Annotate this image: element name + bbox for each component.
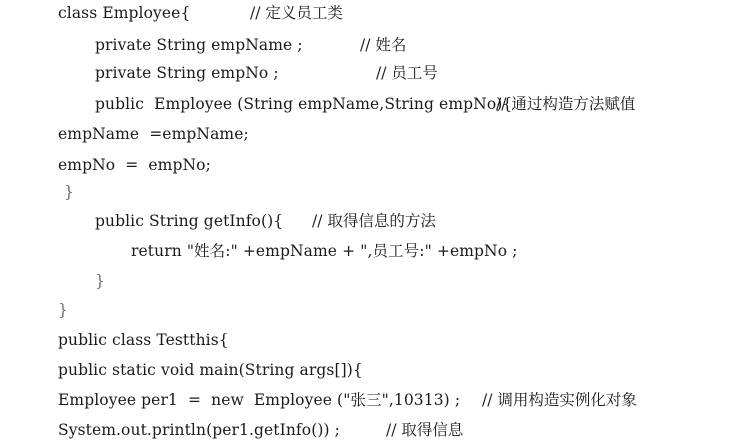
code-line-9: return "姓名:" +empName + ",员工号:" +empNo ; — [131, 242, 518, 260]
code-line-6: empNo = empNo; — [58, 156, 211, 174]
code-comment-4: // 通过构造方法赋值 — [496, 95, 636, 113]
code-line-10: } — [95, 272, 105, 290]
code-line-1: class Employee{ — [58, 4, 191, 22]
code-line-11: } — [58, 301, 68, 319]
code-line-15: System.out.println(per1.getInfo()) ; — [58, 421, 340, 439]
code-line-3: private String empNo ; — [95, 64, 279, 82]
code-line-5: empName =empName; — [58, 125, 249, 143]
code-line-7: } — [64, 183, 74, 201]
code-comment-14: // 调用构造实例化对象 — [482, 391, 637, 409]
code-line-2: private String empName ; — [95, 36, 303, 54]
code-comment-8: // 取得信息的方法 — [312, 212, 436, 230]
code-comment-3: // 员工号 — [376, 64, 438, 82]
code-line-8: public String getInfo(){ — [95, 212, 284, 230]
code-comment-15: // 取得信息 — [386, 421, 464, 439]
code-comment-1: // 定义员工类 — [250, 4, 343, 22]
code-line-12: public class Testthis{ — [58, 331, 229, 349]
code-line-13: public static void main(String args[]){ — [58, 361, 363, 379]
code-line-14: Employee per1 = new Employee ("张三",10313) ; — [58, 391, 461, 409]
code-comment-2: // 姓名 — [360, 36, 407, 54]
code-line-4: public Employee (String empName,String empNo){ — [95, 95, 513, 113]
